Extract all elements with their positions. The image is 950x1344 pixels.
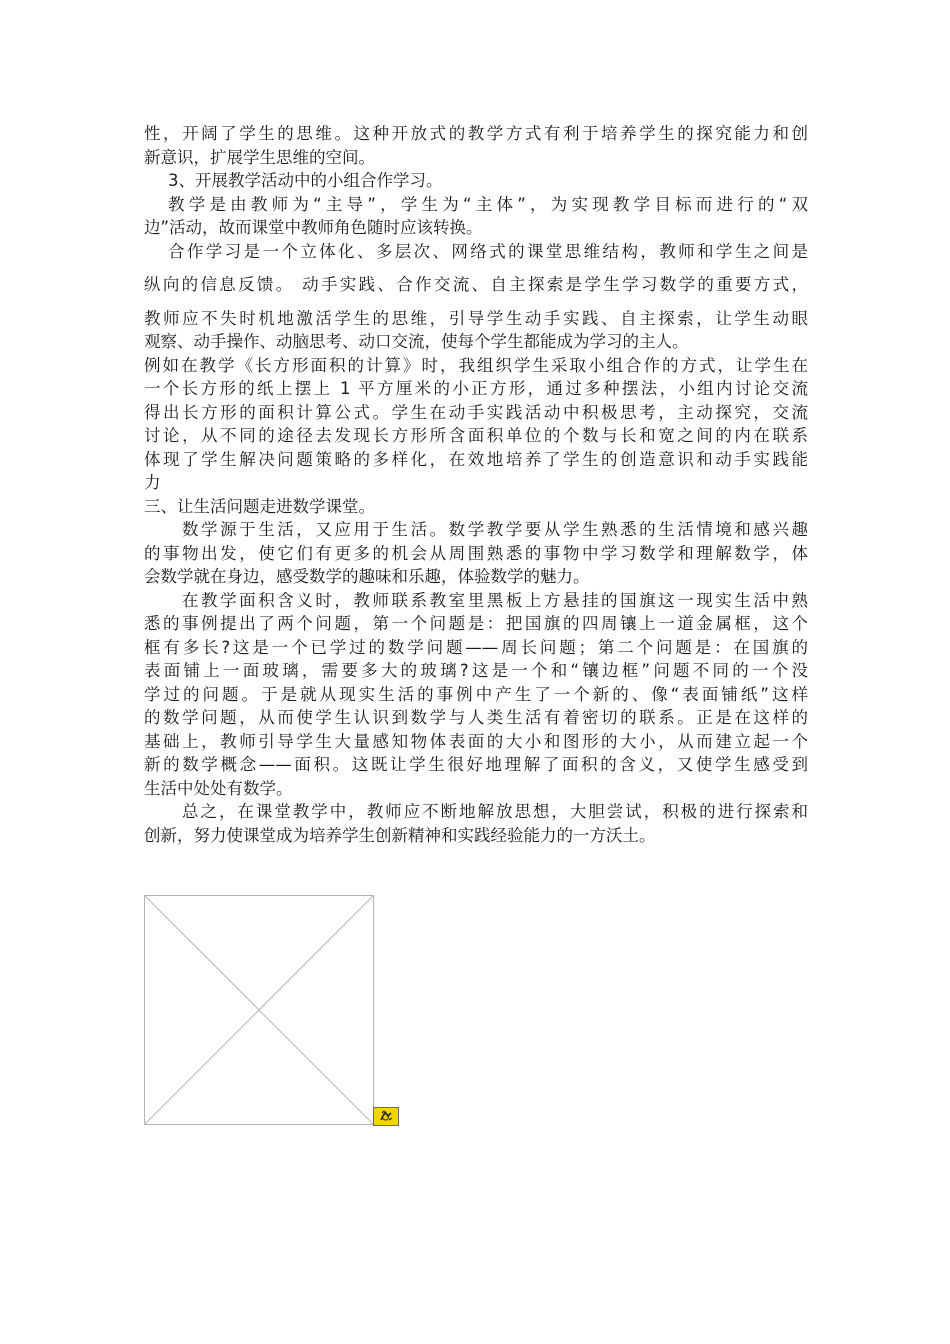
text-line: 框有多长?这是一个已学过的数学问题——周长问题；第二个问题是：在国旗的 [144,637,808,657]
text-line: 教学是由教师为“主导”，学生为“主体”，为实现教学目标而进行的“双 [168,194,808,214]
broken-image-icon [373,1107,399,1126]
image-placeholder [144,895,374,1125]
subheading: 3、开展教学活动中的小组合作学习。 [168,171,443,190]
text-line: 体现了学生解决问题策略的多样化，在效地培养了学生的创造意识和动手实践能 [144,449,808,469]
text-line: 新意识，扩展学生思维的空间。 [144,147,375,167]
text-line: 例如在教学《长方形面积的计算》时，我组织学生采取小组合作的方式，让学生在 [144,355,808,375]
text-line: 在教学面积含义时，教师联系教室里黑板上方悬挂的国旗这一现实生活中熟 [182,590,808,610]
text-line: 的数学问题，从而使学生认识到数学与人类生活有着密切的联系。正是在这样的 [144,708,808,727]
text-line: 的事物出发，使它们有更多的机会从周围熟悉的事物中学习数学和理解数学，体 [144,543,808,563]
section-heading: 三、让生活问题走进数学课堂。 [144,496,375,516]
text-line: 生活中处处有数学。 [144,778,293,798]
text-line: 创新，努力使课堂成为培养学生创新精神和实践经验能力的一方沃土。 [144,825,656,845]
text-line: 纵向的信息反馈。 动手实践、合作交流、自主探索是学生学习数学的重要方式， [144,275,808,294]
text-line: 会数学就在身边，感受数学的趣味和乐趣，体验数学的魅力。 [144,567,590,586]
text-line: 总之，在课堂教学中，教师应不断地解放思想，大胆尝试，积极的进行探索和 [182,802,808,821]
text-line: 数学源于生活，又应用于生活。数学教学要从学生熟悉的生活情境和感兴趣 [182,520,808,539]
text-line: 新的数学概念——面积。这既让学生很好地理解了面积的含义，又使学生感受到 [144,755,808,774]
text-line: 讨论，从不同的途径去发现长方形所含面积单位的个数与长和宽之间的内在联系 [144,426,808,445]
text-line: 表面铺上一面玻璃，需要多大的玻璃?这是一个和“镶边框”问题不同的一个没 [144,661,808,680]
text-line: 观察、动手操作、动脑思考、动口交流，使每个学生都能成为学习的主人。 [144,332,689,351]
text-line: 基础上，教师引导学生大量感知物体表面的大小和图形的大小，从而建立起一个 [144,731,808,751]
text-line: 悉的事例提出了两个问题，第一个问题是：把国旗的四周镶上一道金属框，这个 [144,614,808,633]
text-line: 性，开阔了学生的思维。这种开放式的教学方式有利于培养学生的探究能力和创 [144,124,808,143]
text-line: 力 [144,473,161,492]
text-line: 一个长方形的纸上摆上 1 平方厘米的小正方形，通过多种摆法，小组内讨论交流 [144,379,808,398]
text-line: 合作学习是一个立体化、多层次、网络式的课堂思维结构，教师和学生之间是 [168,241,808,261]
text-line: 教师应不失时机地激活学生的思维，引导学生动手实践、自主探索，让学生动眼 [144,308,808,328]
document-body [144,122,808,847]
text-line: 得出长方形的面积计算公式。学生在动手实践活动中积极思考，主动探究，交流 [144,402,808,422]
text-line: 边”活动，故而课堂中教师角色随时应该转换。 [144,218,483,237]
text-line: 学过的问题。于是就从现实生活的事例中产生了一个新的、像“表面铺纸”这样 [144,684,808,704]
